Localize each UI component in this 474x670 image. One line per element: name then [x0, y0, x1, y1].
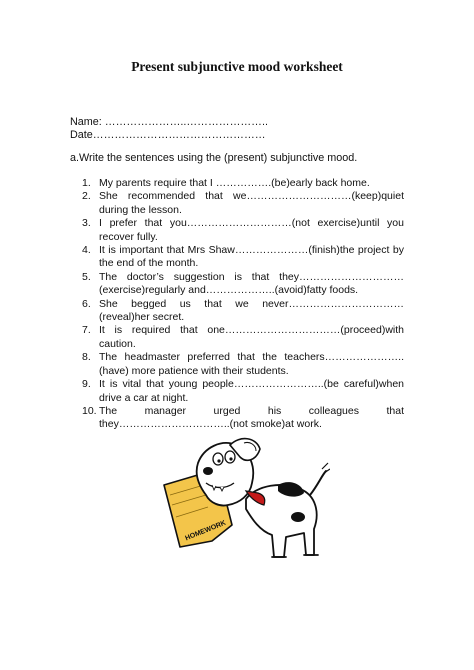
date-field: Date………………………………………… [70, 129, 266, 141]
name-field: Name: …………………..………………….. [70, 116, 268, 128]
exercise-item [82, 190, 404, 217]
item-number: 7. [82, 324, 91, 337]
item-number: 2. [82, 190, 91, 203]
item-text: She begged us that we never…………………………… (reveal)her secret. [99, 297, 404, 324]
item-number: 6. [82, 297, 91, 310]
exercise-item [82, 271, 404, 298]
item-text: It is vital that young people……………………..(be careful)when drive a car at night. [99, 378, 404, 404]
item-text: The manager urged his colleagues that they…………………………..(not smoke)at work. [99, 404, 404, 431]
instruction-text: a.Write the sentences using the (present) subjunctive mood. [70, 152, 358, 164]
item-text: The headmaster preferred that the teachers………………….. (have) more patience with their students. [99, 351, 404, 377]
exercise-item [82, 217, 404, 244]
item-text: It is required that one……………………………(proceed)with caution. [99, 324, 404, 350]
item-number: 5. [82, 270, 91, 283]
item-text: It is important that Mrs Shaw…………………(finish)the project by the end of the month. [99, 244, 404, 270]
exercise-item [82, 298, 404, 325]
exercise-item [82, 378, 404, 405]
item-number: 3. [82, 217, 91, 230]
exercise-item [82, 351, 404, 378]
exercise-item [82, 405, 404, 432]
item-text: I prefer that you…………………………(not exercise)until you recover fully. [99, 217, 404, 243]
exercise-item [82, 324, 404, 351]
exercise-list [82, 177, 404, 432]
item-number: 8. [82, 351, 91, 364]
item-text: My parents require that I …………….(be)early back home. [99, 177, 370, 189]
worksheet-title: Present subjunctive mood worksheet [131, 59, 343, 74]
exercise-item [82, 177, 404, 190]
item-number: 4. [82, 244, 91, 257]
exercise-item [82, 244, 404, 271]
item-text: The doctor’s suggestion is that they………………………… (exercise)regularly and………………..(avoid)fatty foods. [99, 270, 404, 297]
dog-eating-homework-icon [160, 433, 330, 563]
item-number: 9. [82, 378, 91, 391]
paper-label: HOMEWORK [184, 519, 228, 543]
item-number: 10. [82, 404, 97, 417]
item-number: 1. [82, 177, 91, 189]
item-text: She recommended that we…………………………(keep)quiet during the lesson. [99, 190, 404, 216]
